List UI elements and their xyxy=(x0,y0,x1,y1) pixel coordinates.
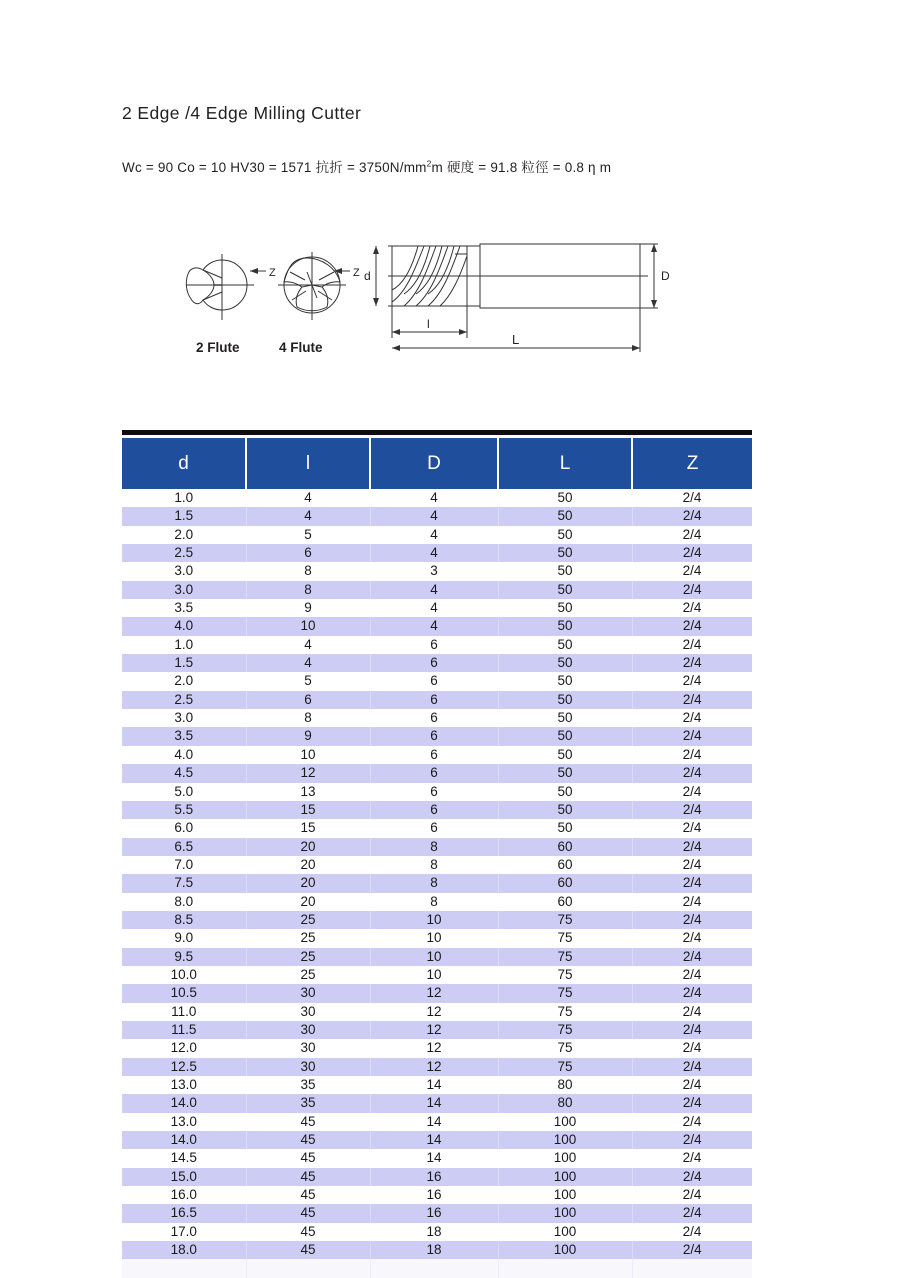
cell-L: 50 xyxy=(498,507,632,525)
table-header-row xyxy=(122,438,752,489)
cell-Z: 2/4 xyxy=(632,507,752,525)
cell-l: 45 xyxy=(246,1186,370,1204)
cell-L: 50 xyxy=(498,636,632,654)
cell-Z: 2/4 xyxy=(632,911,752,929)
cell-d: 6.0 xyxy=(122,819,246,837)
cell-L: 75 xyxy=(498,911,632,929)
table-row xyxy=(122,1039,752,1057)
cell-l: 6 xyxy=(246,691,370,709)
cell-l: 10 xyxy=(246,617,370,635)
cell-D: 16 xyxy=(370,1168,498,1186)
cell-l: 15 xyxy=(246,801,370,819)
cell-d: 2.0 xyxy=(122,672,246,690)
cell-D: 6 xyxy=(370,654,498,672)
cell-Z: 2/4 xyxy=(632,1168,752,1186)
cell-L: 50 xyxy=(498,654,632,672)
cell-l: 4 xyxy=(246,489,370,507)
cell-L: 80 xyxy=(498,1094,632,1112)
cell-D: 4 xyxy=(370,544,498,562)
cell-l: 8 xyxy=(246,581,370,599)
cell-L: 50 xyxy=(498,819,632,837)
table-row xyxy=(122,1204,752,1222)
two-flute-end-view-icon xyxy=(186,254,254,320)
cell-d: 3.0 xyxy=(122,562,246,580)
cell-d: 4.0 xyxy=(122,617,246,635)
cell-Z: 2/4 xyxy=(632,838,752,856)
cell-Z: 2/4 xyxy=(632,874,752,892)
cell-l: 4 xyxy=(246,507,370,525)
column-header-D: D xyxy=(370,438,498,489)
cell-D: 4 xyxy=(370,617,498,635)
cell-d: 14.0 xyxy=(122,1131,246,1149)
cell-empty-l xyxy=(246,1259,370,1277)
table-row xyxy=(122,599,752,617)
cell-D: 3 xyxy=(370,562,498,580)
cell-d: 16.0 xyxy=(122,1186,246,1204)
cell-L: 50 xyxy=(498,801,632,819)
specification-part-1: Wc = 90 Co = 10 HV30 = 1571 抗折 = 3750N/mm xyxy=(122,160,427,175)
cell-d: 13.0 xyxy=(122,1076,246,1094)
cell-l: 20 xyxy=(246,874,370,892)
table-row xyxy=(122,874,752,892)
cell-l: 5 xyxy=(246,672,370,690)
table-row xyxy=(122,617,752,635)
cell-D: 6 xyxy=(370,691,498,709)
cell-D: 6 xyxy=(370,672,498,690)
cell-l: 25 xyxy=(246,948,370,966)
cell-d: 7.0 xyxy=(122,856,246,874)
cell-d: 3.0 xyxy=(122,581,246,599)
table-row xyxy=(122,1021,752,1039)
table-row xyxy=(122,1113,752,1131)
cell-Z: 2/4 xyxy=(632,544,752,562)
cell-d: 5.5 xyxy=(122,801,246,819)
cell-L: 100 xyxy=(498,1204,632,1222)
cell-L: 50 xyxy=(498,562,632,580)
cell-d: 3.5 xyxy=(122,727,246,745)
cell-Z: 2/4 xyxy=(632,489,752,507)
cell-Z: 2/4 xyxy=(632,1241,752,1259)
cell-L: 50 xyxy=(498,672,632,690)
table-row xyxy=(122,746,752,764)
table-row xyxy=(122,984,752,1002)
cell-L: 50 xyxy=(498,727,632,745)
cell-Z: 2/4 xyxy=(632,672,752,690)
cell-L: 50 xyxy=(498,709,632,727)
table-row xyxy=(122,1149,752,1167)
cell-D: 10 xyxy=(370,911,498,929)
cell-l: 30 xyxy=(246,984,370,1002)
cell-l: 20 xyxy=(246,893,370,911)
cell-Z: 2/4 xyxy=(632,1204,752,1222)
cell-Z: 2/4 xyxy=(632,856,752,874)
cell-D: 18 xyxy=(370,1223,498,1241)
cell-l: 45 xyxy=(246,1223,370,1241)
cell-d: 12.0 xyxy=(122,1039,246,1057)
cell-d: 9.5 xyxy=(122,948,246,966)
column-header-L: L xyxy=(498,438,632,489)
cell-D: 6 xyxy=(370,764,498,782)
cell-l: 45 xyxy=(246,1168,370,1186)
cell-L: 100 xyxy=(498,1149,632,1167)
table-row xyxy=(122,691,752,709)
cell-d: 12.5 xyxy=(122,1058,246,1076)
table-row xyxy=(122,783,752,801)
cell-d: 8.5 xyxy=(122,911,246,929)
cell-Z: 2/4 xyxy=(632,1149,752,1167)
cell-Z: 2/4 xyxy=(632,709,752,727)
cell-Z: 2/4 xyxy=(632,929,752,947)
cell-l: 30 xyxy=(246,1039,370,1057)
cell-Z: 2/4 xyxy=(632,1039,752,1057)
cell-D: 6 xyxy=(370,727,498,745)
cell-l: 20 xyxy=(246,838,370,856)
cell-Z: 2/4 xyxy=(632,966,752,984)
cell-l: 45 xyxy=(246,1113,370,1131)
cell-L: 50 xyxy=(498,783,632,801)
cell-d: 10.0 xyxy=(122,966,246,984)
cell-l: 30 xyxy=(246,1003,370,1021)
table-row xyxy=(122,1186,752,1204)
cell-d: 14.5 xyxy=(122,1149,246,1167)
cell-Z: 2/4 xyxy=(632,599,752,617)
table-row xyxy=(122,819,752,837)
cell-empty-d xyxy=(122,1259,246,1277)
cell-l: 4 xyxy=(246,654,370,672)
cell-l: 5 xyxy=(246,526,370,544)
cell-l: 25 xyxy=(246,966,370,984)
cell-Z: 2/4 xyxy=(632,526,752,544)
cell-l: 20 xyxy=(246,856,370,874)
two-flute-z-arrow xyxy=(250,268,266,274)
cell-d: 11.0 xyxy=(122,1003,246,1021)
cell-L: 50 xyxy=(498,526,632,544)
table-row xyxy=(122,911,752,929)
cell-d: 14.0 xyxy=(122,1094,246,1112)
cell-l: 35 xyxy=(246,1076,370,1094)
cell-D: 6 xyxy=(370,746,498,764)
table-row xyxy=(122,709,752,727)
cell-l: 45 xyxy=(246,1149,370,1167)
two-flute-z-label: Z xyxy=(269,267,276,279)
dimension-table xyxy=(122,438,753,1278)
cell-L: 100 xyxy=(498,1223,632,1241)
cell-Z: 2/4 xyxy=(632,1076,752,1094)
table-row xyxy=(122,507,752,525)
cell-l: 35 xyxy=(246,1094,370,1112)
cell-D: 4 xyxy=(370,581,498,599)
dimension-label-d: d xyxy=(364,269,371,283)
cell-l: 25 xyxy=(246,911,370,929)
cell-D: 8 xyxy=(370,874,498,892)
cell-l: 8 xyxy=(246,562,370,580)
cell-d: 3.5 xyxy=(122,599,246,617)
cell-L: 75 xyxy=(498,1039,632,1057)
cell-Z: 2/4 xyxy=(632,764,752,782)
cell-Z: 2/4 xyxy=(632,1021,752,1039)
cell-D: 4 xyxy=(370,599,498,617)
cell-l: 45 xyxy=(246,1131,370,1149)
cell-L: 75 xyxy=(498,1058,632,1076)
cell-D: 6 xyxy=(370,783,498,801)
cell-D: 12 xyxy=(370,1039,498,1057)
table-row xyxy=(122,1168,752,1186)
table-row xyxy=(122,1003,752,1021)
cell-D: 6 xyxy=(370,709,498,727)
cell-Z: 2/4 xyxy=(632,1113,752,1131)
cell-d: 9.0 xyxy=(122,929,246,947)
cell-D: 16 xyxy=(370,1204,498,1222)
cell-Z: 2/4 xyxy=(632,783,752,801)
cell-d: 2.5 xyxy=(122,691,246,709)
cell-D: 16 xyxy=(370,1186,498,1204)
dimension-label-D: D xyxy=(661,269,670,283)
cell-L: 100 xyxy=(498,1168,632,1186)
cell-Z: 2/4 xyxy=(632,1186,752,1204)
cell-Z: 2/4 xyxy=(632,691,752,709)
cell-l: 45 xyxy=(246,1204,370,1222)
cell-l: 9 xyxy=(246,727,370,745)
cell-D: 10 xyxy=(370,948,498,966)
page-title: 2 Edge /4 Edge Milling Cutter xyxy=(122,103,362,123)
cell-L: 50 xyxy=(498,764,632,782)
cell-D: 6 xyxy=(370,801,498,819)
cell-d: 4.5 xyxy=(122,764,246,782)
cell-Z: 2/4 xyxy=(632,581,752,599)
cell-d: 8.0 xyxy=(122,893,246,911)
cell-L: 100 xyxy=(498,1131,632,1149)
cell-D: 12 xyxy=(370,984,498,1002)
cell-D: 8 xyxy=(370,893,498,911)
table-row xyxy=(122,838,752,856)
cell-D: 4 xyxy=(370,526,498,544)
cell-L: 50 xyxy=(498,746,632,764)
cell-D: 12 xyxy=(370,1021,498,1039)
cell-l: 12 xyxy=(246,764,370,782)
table-row xyxy=(122,1076,752,1094)
cell-D: 14 xyxy=(370,1131,498,1149)
cell-d: 16.5 xyxy=(122,1204,246,1222)
cell-l: 13 xyxy=(246,783,370,801)
cell-L: 50 xyxy=(498,544,632,562)
cell-d: 17.0 xyxy=(122,1223,246,1241)
cell-L: 50 xyxy=(498,691,632,709)
table-row xyxy=(122,1094,752,1112)
cell-L: 60 xyxy=(498,874,632,892)
four-flute-end-view-icon xyxy=(278,252,346,320)
cell-d: 10.5 xyxy=(122,984,246,1002)
cell-L: 60 xyxy=(498,893,632,911)
cell-Z: 2/4 xyxy=(632,654,752,672)
cell-l: 10 xyxy=(246,746,370,764)
two-flute-caption: 2 Flute xyxy=(196,340,240,355)
cell-L: 50 xyxy=(498,581,632,599)
column-header-d: d xyxy=(122,438,246,489)
table-row xyxy=(122,562,752,580)
table-row xyxy=(122,489,752,507)
cell-d: 13.0 xyxy=(122,1113,246,1131)
table-row xyxy=(122,672,752,690)
cell-l: 30 xyxy=(246,1058,370,1076)
technical-drawings xyxy=(0,228,906,368)
material-specification-line xyxy=(122,156,611,176)
cell-empty-Z xyxy=(632,1259,752,1277)
cell-D: 10 xyxy=(370,929,498,947)
table-row xyxy=(122,654,752,672)
table-row xyxy=(122,1223,752,1241)
four-flute-caption: 4 Flute xyxy=(279,340,323,355)
column-header-l: l xyxy=(246,438,370,489)
cell-d: 18.0 xyxy=(122,1241,246,1259)
cell-Z: 2/4 xyxy=(632,746,752,764)
table-trailing-row xyxy=(122,1259,752,1277)
cell-d: 1.0 xyxy=(122,636,246,654)
cell-empty-D xyxy=(370,1259,498,1277)
table-row xyxy=(122,801,752,819)
table-row xyxy=(122,929,752,947)
cell-d: 1.5 xyxy=(122,654,246,672)
specification-table xyxy=(122,430,752,1278)
cell-L: 75 xyxy=(498,1021,632,1039)
cell-L: 50 xyxy=(498,617,632,635)
cell-D: 12 xyxy=(370,1003,498,1021)
specification-superscript: 2 xyxy=(426,158,432,169)
cell-D: 14 xyxy=(370,1113,498,1131)
cell-D: 18 xyxy=(370,1241,498,1259)
cell-D: 12 xyxy=(370,1058,498,1076)
cell-l: 4 xyxy=(246,636,370,654)
table-row xyxy=(122,526,752,544)
cell-d: 4.0 xyxy=(122,746,246,764)
cell-D: 14 xyxy=(370,1149,498,1167)
cell-L: 75 xyxy=(498,1003,632,1021)
cell-Z: 2/4 xyxy=(632,617,752,635)
cell-L: 75 xyxy=(498,948,632,966)
cell-l: 30 xyxy=(246,1021,370,1039)
cell-Z: 2/4 xyxy=(632,562,752,580)
table-row xyxy=(122,727,752,745)
specification-part-2: m 硬度 = 91.8 粒徑 = 0.8 η m xyxy=(431,160,612,175)
cell-d: 1.5 xyxy=(122,507,246,525)
cell-D: 6 xyxy=(370,819,498,837)
cell-Z: 2/4 xyxy=(632,1131,752,1149)
cell-D: 6 xyxy=(370,636,498,654)
cell-L: 80 xyxy=(498,1076,632,1094)
table-row xyxy=(122,948,752,966)
cell-Z: 2/4 xyxy=(632,1094,752,1112)
cell-l: 45 xyxy=(246,1241,370,1259)
cell-empty-L xyxy=(498,1259,632,1277)
drawings-svg xyxy=(0,228,906,368)
cell-l: 6 xyxy=(246,544,370,562)
cell-d: 6.5 xyxy=(122,838,246,856)
cell-Z: 2/4 xyxy=(632,1003,752,1021)
cell-l: 8 xyxy=(246,709,370,727)
cell-d: 15.0 xyxy=(122,1168,246,1186)
cell-d: 3.0 xyxy=(122,709,246,727)
dimension-label-L: L xyxy=(512,332,520,347)
cell-L: 75 xyxy=(498,929,632,947)
table-body xyxy=(122,489,752,1278)
cell-d: 2.5 xyxy=(122,544,246,562)
cell-D: 8 xyxy=(370,856,498,874)
cell-Z: 2/4 xyxy=(632,1058,752,1076)
cell-D: 14 xyxy=(370,1094,498,1112)
cell-L: 100 xyxy=(498,1113,632,1131)
cell-l: 9 xyxy=(246,599,370,617)
cell-L: 100 xyxy=(498,1241,632,1259)
cell-D: 14 xyxy=(370,1076,498,1094)
cell-Z: 2/4 xyxy=(632,1223,752,1241)
table-row xyxy=(122,1058,752,1076)
cell-Z: 2/4 xyxy=(632,636,752,654)
cell-Z: 2/4 xyxy=(632,819,752,837)
cell-d: 1.0 xyxy=(122,489,246,507)
cell-D: 8 xyxy=(370,838,498,856)
cell-L: 100 xyxy=(498,1186,632,1204)
cell-L: 75 xyxy=(498,966,632,984)
cell-d: 5.0 xyxy=(122,783,246,801)
cell-D: 10 xyxy=(370,966,498,984)
table-row xyxy=(122,636,752,654)
cell-Z: 2/4 xyxy=(632,727,752,745)
cell-d: 7.5 xyxy=(122,874,246,892)
table-row xyxy=(122,856,752,874)
table-row xyxy=(122,764,752,782)
table-row xyxy=(122,581,752,599)
cell-Z: 2/4 xyxy=(632,893,752,911)
cell-Z: 2/4 xyxy=(632,948,752,966)
four-flute-z-label: Z xyxy=(353,267,360,279)
cell-Z: 2/4 xyxy=(632,801,752,819)
cell-D: 4 xyxy=(370,507,498,525)
cell-l: 25 xyxy=(246,929,370,947)
cell-l: 15 xyxy=(246,819,370,837)
table-row xyxy=(122,1241,752,1259)
dimension-label-l: l xyxy=(427,317,430,331)
table-row xyxy=(122,544,752,562)
cell-L: 50 xyxy=(498,599,632,617)
cell-L: 60 xyxy=(498,856,632,874)
cell-L: 50 xyxy=(498,489,632,507)
table-row xyxy=(122,1131,752,1149)
cell-d: 2.0 xyxy=(122,526,246,544)
cell-L: 75 xyxy=(498,984,632,1002)
table-row xyxy=(122,966,752,984)
cell-D: 4 xyxy=(370,489,498,507)
cell-Z: 2/4 xyxy=(632,984,752,1002)
column-header-Z: Z xyxy=(632,438,752,489)
cell-d: 11.5 xyxy=(122,1021,246,1039)
table-row xyxy=(122,893,752,911)
cell-L: 60 xyxy=(498,838,632,856)
